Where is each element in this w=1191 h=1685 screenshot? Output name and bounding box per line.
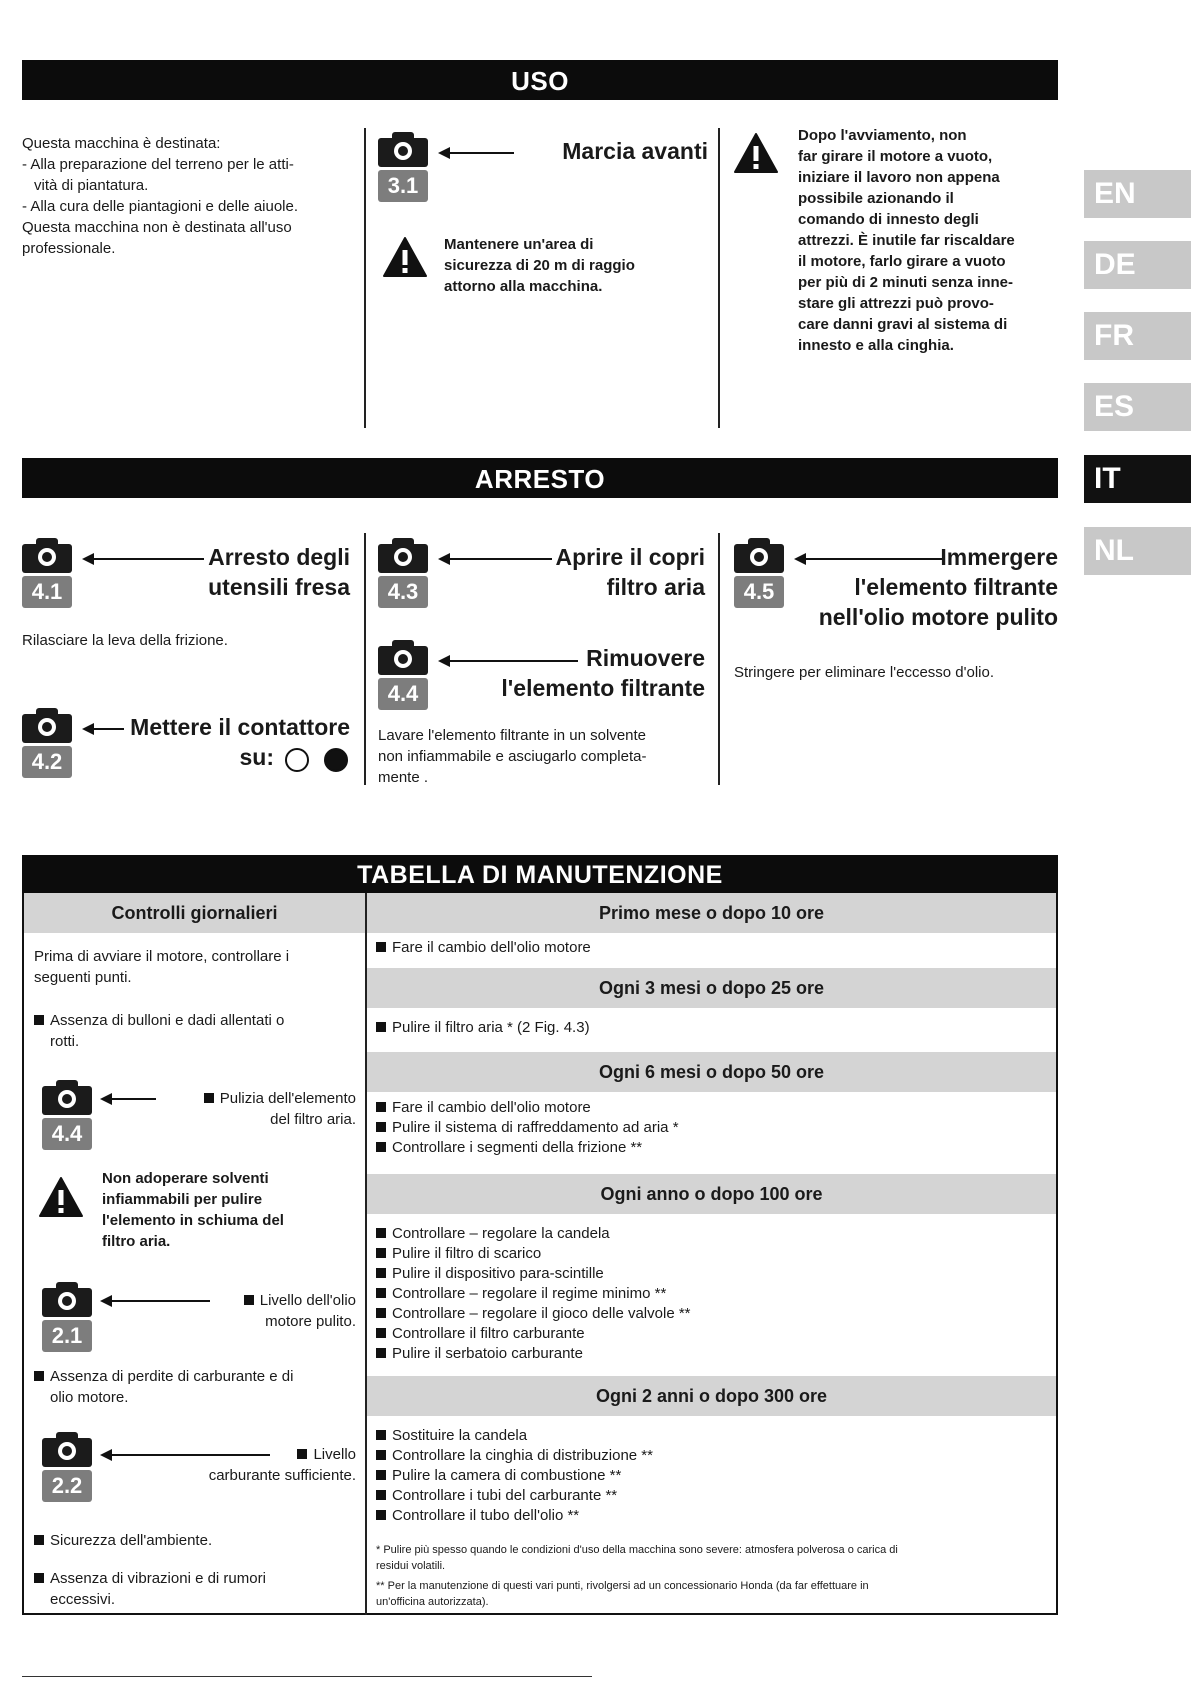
tab-fr[interactable] [1084,312,1191,360]
text-line: per più di 2 minuti senza inne- [798,274,1014,291]
checklist-item [160,1088,356,1130]
text-line: stare gli attrezzi può provo- [798,295,994,312]
tab-en[interactable] [1084,170,1191,218]
tab-label: DE [1094,248,1136,281]
text-line: Assenza di perdite di carburante e di [50,1368,294,1385]
warning-icon [733,132,779,174]
text-line: eccessivi. [50,1591,116,1608]
period-header: Ogni 6 mesi o dopo 50 ore [367,1052,1056,1092]
checklist-item [34,1568,354,1610]
camera-icon [378,536,430,604]
text-line: del filtro aria. [270,1111,356,1128]
bullet-square-icon [376,1268,386,1278]
bullet-square-icon [34,1015,44,1025]
camera-icon [42,1078,94,1146]
text-line: Prima di avviare il motore, controllare i [34,948,290,965]
list-item: Controllare – regolare il gioco delle valvole ** [392,1305,691,1322]
text-line: Pulizia dell'elemento [219,1090,356,1107]
title-line: l'elemento filtrante [854,574,1058,600]
list-item: Controllare – regolare la candela [392,1225,610,1242]
step-badge: 2.1 [42,1320,92,1352]
bullet-square-icon [376,1102,386,1112]
footnote-line: un'officina autorizzata). [376,1596,489,1608]
tab-nl[interactable] [1084,527,1191,575]
step-badge: 4.4 [378,678,428,710]
step-title: Marcia avanti [562,138,708,164]
text-line: Non adoperare solventi [102,1170,269,1187]
step-text [378,725,718,788]
bullet-square-icon [204,1093,214,1103]
divider [718,128,720,428]
uso-description [22,133,362,259]
period-items [376,1018,1046,1038]
text-line: Livello [313,1446,356,1463]
warning-icon [382,236,428,278]
bullet-square-icon [244,1295,254,1305]
text-line: iniziare il lavoro non appena [798,169,1000,186]
step-badge: 4.5 [734,576,784,608]
list-item: Pulire il sistema di raffreddamento ad aria * [392,1119,679,1136]
list-item: Controllare i segmenti della frizione ** [392,1139,643,1156]
bullet-square-icon [376,1288,386,1298]
footnote-line: * Pulire più spesso quando le condizioni d'uso della macchina sono severe: atmosfera polverosa o carica di [376,1544,898,1556]
text-line: Livello dell'olio [259,1292,356,1309]
list-item: Controllare il tubo dell'olio ** [392,1507,580,1524]
camera-icon [22,536,74,604]
section-bar-tabella [22,855,1058,893]
checklist-item [34,1530,354,1551]
left-intro [34,946,354,988]
bullet-square-icon [376,1142,386,1152]
period-items [376,1426,1046,1526]
list-item: Controllare – regolare il regime minimo ** [392,1285,667,1302]
title-line: l'elemento filtrante [501,675,705,701]
step-badge: 4.4 [42,1118,92,1150]
title-line: Immergere [940,544,1058,570]
text-line: infiammabili per pulire [102,1191,263,1208]
arrow-left-icon [102,1300,210,1302]
text-line: professionale. [22,240,116,257]
list-item: Controllare la cinghia di distribuzione ** [392,1447,653,1464]
bullet-square-icon [297,1449,307,1459]
checklist-item [34,1366,354,1408]
period-header: Ogni anno o dopo 100 ore [367,1174,1056,1214]
section-title-tabella: TABELLA DI MANUTENZIONE [357,861,723,889]
text-line: Dopo l'avviamento, non [798,127,967,144]
section-bar-uso [22,60,1058,100]
title-line: nell'olio motore pulito [818,604,1058,630]
camera-icon [42,1280,94,1348]
step-text: Stringere per eliminare l'eccesso d'olio. [734,664,995,681]
text-line: innesto e alla cinghia. [798,337,954,354]
left-column-header: Controlli giornalieri [24,893,365,933]
bullet-square-icon [376,1510,386,1520]
divider [364,128,366,428]
step-title [500,542,705,602]
bullet-square-icon [376,1348,386,1358]
tab-de[interactable] [1084,241,1191,289]
text-line: Assenza di bulloni e dadi allentati o [50,1012,285,1029]
text-line: l'elemento in schiuma del [102,1212,284,1229]
warning-icon [38,1176,84,1218]
camera-icon [378,130,430,198]
text-line: carburante sufficiente. [208,1467,356,1484]
bullet-square-icon [376,942,386,952]
list-item: Fare il cambio dell'olio motore [392,939,591,956]
bullet-square-icon [34,1371,44,1381]
list-item: Pulire la camera di combustione ** [392,1467,622,1484]
text-line: comando di innesto degli [798,211,979,228]
bullet-square-icon [376,1122,386,1132]
text-line: Questa macchina non è destinata all'uso [22,219,292,236]
step-title [150,542,350,602]
step-text: Rilasciare la leva della frizione. [22,632,228,649]
step-badge: 3.1 [378,170,428,202]
step-badge: 4.1 [22,576,72,608]
bullet-square-icon [376,1022,386,1032]
checklist-item [160,1444,356,1486]
tab-es[interactable] [1084,383,1191,431]
period-header: Ogni 2 anni o dopo 300 ore [367,1376,1056,1416]
text-line: - Alla cura delle piantagioni e delle aiuole. [22,198,299,215]
uso-notice [798,125,1060,356]
camera-icon [378,638,430,706]
bullet-square-icon [376,1430,386,1440]
list-item: Pulire il filtro aria * (2 Fig. 4.3) [392,1019,590,1036]
text-line: olio motore. [50,1389,129,1406]
bullet-square-icon [376,1308,386,1318]
step-badge: 4.2 [22,746,72,778]
text-line: il motore, farlo girare a vuoto [798,253,1006,270]
bullet-square-icon [376,1490,386,1500]
text-line: mente . [378,769,429,786]
tab-label: FR [1094,319,1134,352]
warning-text [102,1168,362,1252]
step-title: Mettere il contattore [130,714,350,740]
bullet-square-icon [376,1228,386,1238]
text-line: Assenza di vibrazioni e di rumori [50,1570,266,1587]
text-line: Sicurezza dell'ambiente. [50,1532,213,1549]
text-line: Mantenere un'area di [444,236,594,253]
title-line: Rimuovere [586,645,705,671]
list-item: Controllare i tubi del carburante ** [392,1487,618,1504]
step-badge: 2.2 [42,1470,92,1502]
text-line: Questa macchina è destinata: [22,135,221,152]
text-line: seguenti punti. [34,969,132,986]
text-line: - Alla preparazione del terreno per le atti- [22,156,294,173]
title-line: utensili fresa [208,574,350,600]
list-item: Sostituire la candela [392,1427,528,1444]
text-line: care danni gravi al sistema di [798,316,1008,333]
checklist-item [34,1010,354,1052]
period-items [376,1224,1046,1364]
period-header: Ogni 3 mesi o dopo 25 ore [367,968,1056,1008]
text-line: possibile azionando il [798,190,954,207]
text-line: vità di piantatura. [34,177,149,194]
tab-label: EN [1094,177,1136,210]
bullet-square-icon [376,1450,386,1460]
camera-icon [734,536,786,604]
list-item: Pulire il serbatoio carburante [392,1345,583,1362]
section-bar-arresto [22,458,1058,498]
step-title [490,643,705,703]
text-line: filtro aria. [102,1233,171,1250]
list-item: Pulire il dispositivo para-scintille [392,1265,604,1282]
tab-label: ES [1094,390,1135,423]
bullet-square-icon [34,1535,44,1545]
text-line: far girare il motore a vuoto, [798,148,993,165]
list-item: Fare il cambio dell'olio motore [392,1099,591,1116]
text-line: rotti. [50,1033,80,1050]
tab-label: NL [1094,534,1134,567]
tab-it[interactable] [1084,455,1191,503]
text-line: sicurezza di 20 m di raggio [444,257,635,274]
period-items [376,938,1046,958]
step-title [800,542,1058,632]
list-item: Pulire il filtro di scarico [392,1245,542,1262]
footnotes [376,1542,1048,1610]
camera-icon [42,1430,94,1498]
text-line: Lavare l'elemento filtrante in un solvente [378,727,647,744]
footnote-line: residui volatili. [376,1560,446,1572]
arrow-left-icon [102,1098,156,1100]
section-title-arresto: ARRESTO [474,464,606,494]
text-line: non infiammabile e asciugarlo completa- [378,748,647,765]
section-title-uso: USO [511,66,569,96]
tab-label: IT [1094,462,1121,495]
step-title-su: su: [239,744,274,770]
footnote-line: ** Per la manutenzione di questi vari punti, rivolgersi ad un concessionario Honda (da far effettuare in [376,1580,869,1592]
title-line: Arresto degli [208,544,350,570]
list-item: Controllare il filtro carburante [392,1325,585,1342]
period-items [376,1098,1046,1158]
text-line: attrezzi. È inutile far riscaldare [798,232,1015,249]
arrow-left-icon [84,728,124,730]
period-header: Primo mese o dopo 10 ore [367,893,1056,933]
bullet-square-icon [34,1573,44,1583]
camera-icon [22,706,74,774]
bullet-square-icon [376,1248,386,1258]
step-badge: 4.3 [378,576,428,608]
divider [718,533,720,785]
bullet-square-icon [376,1328,386,1338]
checklist-item [200,1290,356,1332]
text-line: attorno alla macchina. [444,278,603,295]
bullet-square-icon [376,1470,386,1480]
text-line: motore pulito. [265,1313,356,1330]
warning-text [444,234,714,297]
divider [364,533,366,785]
title-line: Aprire il copri [555,544,705,570]
title-line: filtro aria [606,574,705,600]
footer-rule [22,1676,592,1677]
off-circle-icon [285,748,309,772]
on-circle-icon [324,748,348,772]
